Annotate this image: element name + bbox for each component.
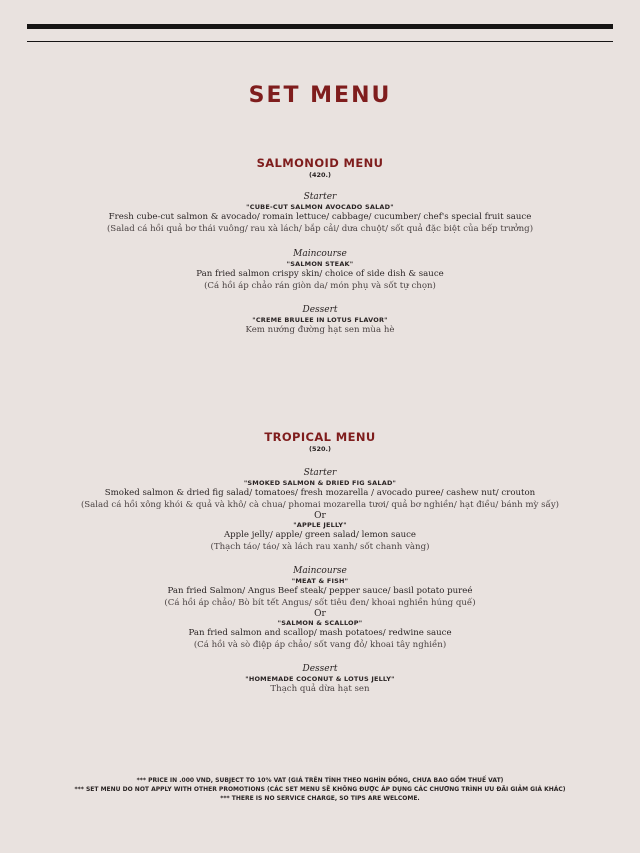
dish-description-vi: (Thạch táo/ táo/ xà lách rau xanh/ sốt chanh vàng) <box>210 541 430 552</box>
tropical-menu <box>0 430 640 696</box>
dish-description-vi: (Cá hồi áp chảo rán giòn da/ món phụ và sốt tự chọn) <box>204 280 436 291</box>
dish-name: "HOMEMADE COCONUT & LOTUS JELLY" <box>245 675 395 683</box>
dish-name: "MEAT & FISH" <box>291 577 349 585</box>
dish-name: "SALMON STEAK" <box>286 260 354 268</box>
dish-description-vi: (Salad cá hồi xông khói & quả và khô/ cà chua/ phomai mozarella tươi/ quả bơ nghiền/ hạt điều/ bánh mỳ sấy) <box>80 499 560 510</box>
dish-description-vi: (Cá hồi và sò điệp áp chảo/ sốt vang đỏ/ khoai tây nghiền) <box>193 639 447 650</box>
dish-description: Apple jelly/ apple/ green salad/ lemon sauce <box>223 530 417 540</box>
dish-description: Smoked salmon & dried fig salad/ tomatoes/ fresh mozarella / avocado puree/ cashew nut/ crouton <box>104 488 536 498</box>
page-title: SET MENU <box>248 83 392 108</box>
course-label-dessert: Dessert <box>302 664 338 674</box>
dish-description-vi: Kem nướng đường hạt sen mùa hè <box>245 325 395 335</box>
dish-description: Pan fried Salmon/ Angus Beef steak/ pepper sauce/ basil potato pureé <box>167 586 473 596</box>
footer-note-tips: *** THERE IS NO SERVICE CHARGE, SO TIPS ARE WELCOME. <box>220 795 420 802</box>
course-label-maincourse: Maincourse <box>293 249 347 259</box>
dish-name: "SALMON & SCALLOP" <box>277 619 363 627</box>
dish-name: "CUBE-CUT SALMON AVOCADO SALAD" <box>246 203 394 211</box>
course-label-starter: Starter <box>303 468 337 478</box>
dish-name: "CREME BRULEE IN LOTUS FLAVOR" <box>252 316 388 324</box>
footer-notes <box>0 776 640 803</box>
course-label-starter: Starter <box>303 192 337 202</box>
dish-description: Fresh cube-cut salmon & avocado/ romain lettuce/ cabbage/ cucumber/ chef's special fruit sauce <box>108 212 532 222</box>
dish-description-vi: (Cá hồi áp chảo/ Bò bít tết Angus/ sốt tiêu đen/ khoai nghiền húng quế) <box>164 597 476 608</box>
top-rule-thin <box>27 41 613 42</box>
menu-title: TROPICAL MENU <box>264 430 376 444</box>
dish-description-vi: (Salad cá hồi quả bơ thái vuông/ rau xà lách/ bắp cải/ dưa chuột/ sốt quả đặc biệt của bếp trưởng) <box>106 223 534 234</box>
dish-name: "APPLE JELLY" <box>293 521 347 529</box>
dish-description: Pan fried salmon and scallop/ mash potatoes/ redwine sauce <box>188 628 452 638</box>
or-separator: Or <box>314 609 326 619</box>
or-separator: Or <box>314 511 326 521</box>
footer-note-promotions: *** SET MENU DO NOT APPLY WITH OTHER PROMOTIONS (CÁC SET MENU SẼ KHÔNG ĐƯỢC ÁP DỤNG CÁC CHƯƠNG TRÌNH ƯU ĐÃI GIẢM GIÁ KHÁC) <box>74 786 566 793</box>
dish-name: "SMOKED SALMON & DRIED FIG SALAD" <box>243 479 397 487</box>
dish-description: Pan fried salmon crispy skin/ choice of side dish & sauce <box>196 269 444 279</box>
salmonoid-menu <box>0 156 640 337</box>
menu-price: (420.) <box>309 171 331 179</box>
course-label-maincourse: Maincourse <box>293 566 347 576</box>
menu-title: SALMONOID MENU <box>256 156 384 170</box>
top-rule-thick <box>27 24 613 29</box>
menu-price: (520.) <box>309 445 331 453</box>
footer-note-price: *** PRICE IN .000 VND, SUBJECT TO 10% VAT (GIÁ TRÊN TÍNH THEO NGHÌN ĐỒNG, CHƯA BAO GỒM THUẾ VAT) <box>136 777 504 784</box>
course-label-dessert: Dessert <box>302 305 338 315</box>
dish-description-vi: Thạch quả dừa hạt sen <box>270 684 370 694</box>
